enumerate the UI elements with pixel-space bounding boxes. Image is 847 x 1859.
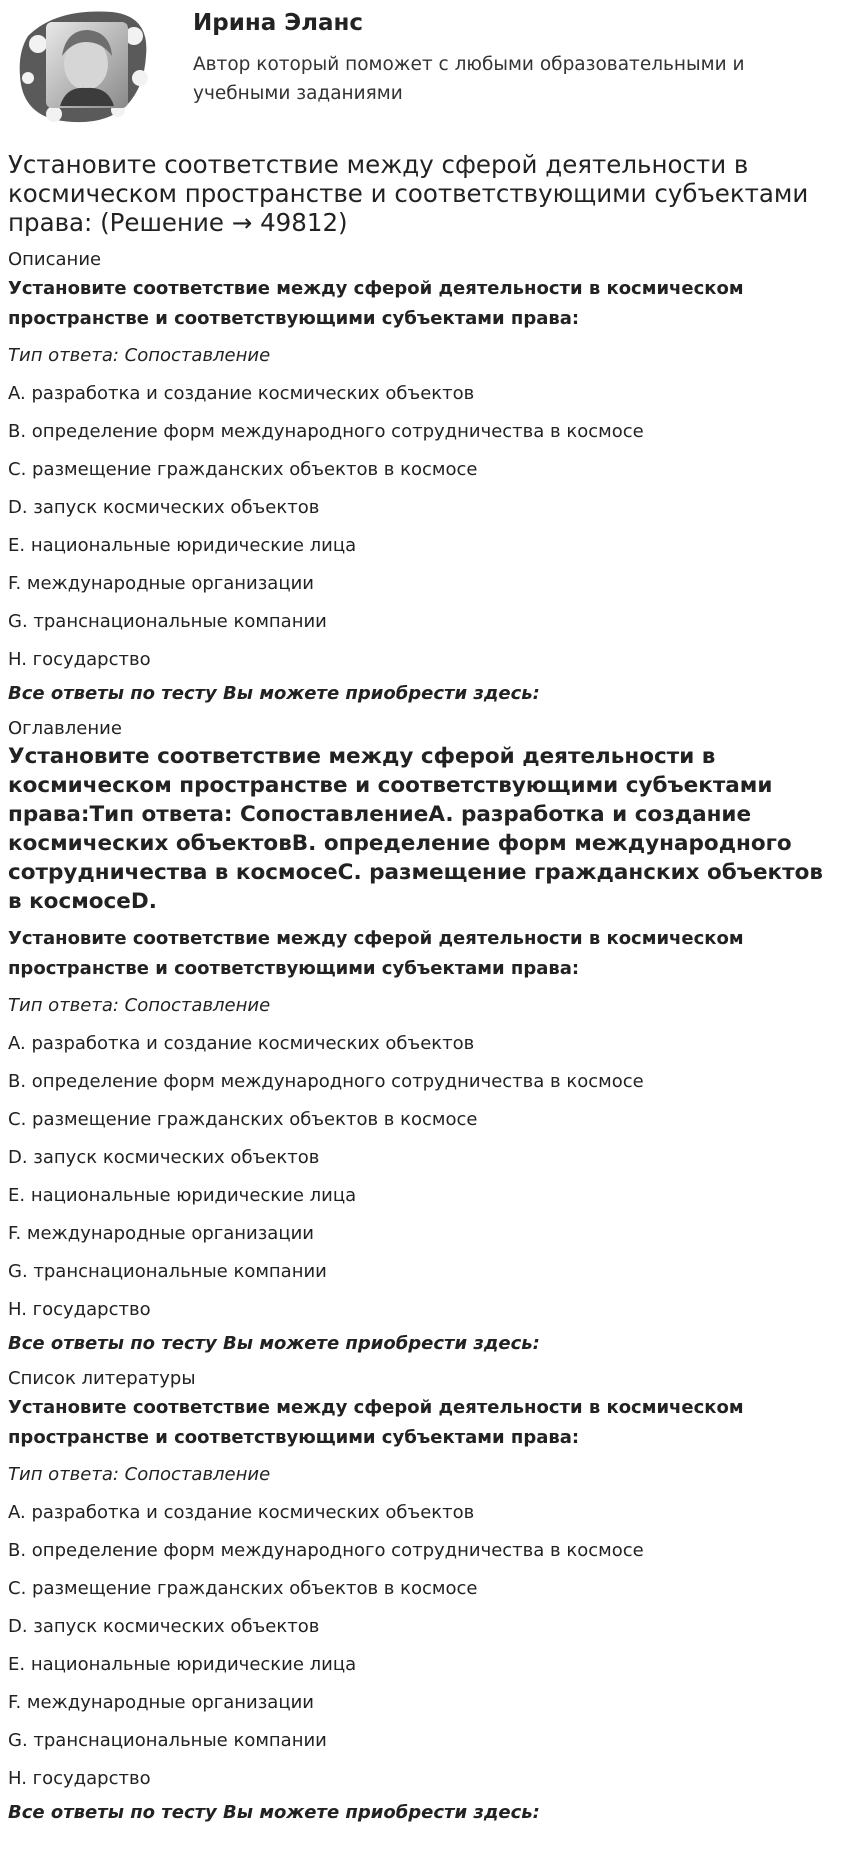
options-list — [8, 1032, 839, 1322]
author-avatar — [16, 6, 158, 128]
toc-heading: Установите соответствие между сферой деятельности в космическом пространстве и соответствующими субъектами права:Тип ответа: СопоставлениеA. разработка и создание космических объектовB. определение форм международного сотрудничества в космосеC. размещение гражданских объектов в космосеD. — [8, 744, 823, 914]
options-list — [8, 1501, 839, 1791]
literature-section — [8, 1368, 839, 1825]
author-block — [8, 0, 839, 140]
list-item: D. запуск космических объектов — [8, 1147, 320, 1168]
section-body — [8, 924, 839, 1356]
section-label-toc: Оглавление — [8, 718, 122, 739]
list-item: C. размещение гражданских объектов в космосе — [8, 1109, 478, 1130]
list-item: H. государство — [8, 649, 151, 670]
section-body — [8, 1393, 839, 1825]
list-item: B. определение форм международного сотрудничества в космосе — [8, 1071, 644, 1092]
list-item: F. международные организации — [8, 573, 314, 594]
list-item: E. национальные юридические лица — [8, 535, 357, 556]
author-description: Автор который поможет с любыми образовательными и учебными заданиями — [193, 54, 745, 104]
question-title: Установите соответствие между сферой деятельности в космическом пространстве и соответствующими субъектами права: — [8, 1397, 744, 1448]
list-item: B. определение форм международного сотрудничества в космосе — [8, 1540, 644, 1561]
toc-section — [8, 718, 839, 1356]
list-item: E. национальные юридические лица — [8, 1654, 357, 1675]
page-title: Установите соответствие между сферой деятельности в космическом пространстве и соответствующими субъектами права: (Решение → 49812) — [8, 150, 809, 237]
list-item: H. государство — [8, 1299, 151, 1320]
list-item: D. запуск космических объектов — [8, 497, 320, 518]
buy-note: Все ответы по тесту Вы можете приобрести здесь: — [8, 683, 540, 704]
list-item: F. международные организации — [8, 1223, 314, 1244]
author-name: Ирина Эланс — [193, 10, 364, 36]
section-label-description: Описание — [8, 249, 102, 270]
options-list — [8, 382, 839, 672]
list-item: G. транснациональные компании — [8, 1730, 327, 1751]
question-title: Установите соответствие между сферой деятельности в космическом пространстве и соответствующими субъектами права: — [8, 278, 744, 329]
description-section — [8, 249, 839, 706]
question-title: Установите соответствие между сферой деятельности в космическом пространстве и соответствующими субъектами права: — [8, 928, 744, 979]
buy-note: Все ответы по тесту Вы можете приобрести здесь: — [8, 1333, 540, 1354]
list-item: F. международные организации — [8, 1692, 314, 1713]
answer-type: Тип ответа: Сопоставление — [8, 345, 271, 366]
list-item: G. транснациональные компании — [8, 611, 327, 632]
list-item: A. разработка и создание космических объектов — [8, 1502, 475, 1523]
buy-note: Все ответы по тесту Вы можете приобрести здесь: — [8, 1802, 540, 1823]
list-item: C. размещение гражданских объектов в космосе — [8, 459, 478, 480]
answer-type: Тип ответа: Сопоставление — [8, 995, 271, 1016]
list-item: B. определение форм международного сотрудничества в космосе — [8, 421, 644, 442]
list-item: D. запуск космических объектов — [8, 1616, 320, 1637]
list-item: A. разработка и создание космических объектов — [8, 383, 475, 404]
section-body — [8, 274, 839, 706]
list-item: G. транснациональные компании — [8, 1261, 327, 1282]
list-item: C. размещение гражданских объектов в космосе — [8, 1578, 478, 1599]
list-item: H. государство — [8, 1768, 151, 1789]
list-item: E. национальные юридические лица — [8, 1185, 357, 1206]
section-label-literature: Список литературы — [8, 1368, 196, 1389]
list-item: A. разработка и создание космических объектов — [8, 1033, 475, 1054]
answer-type: Тип ответа: Сопоставление — [8, 1464, 271, 1485]
